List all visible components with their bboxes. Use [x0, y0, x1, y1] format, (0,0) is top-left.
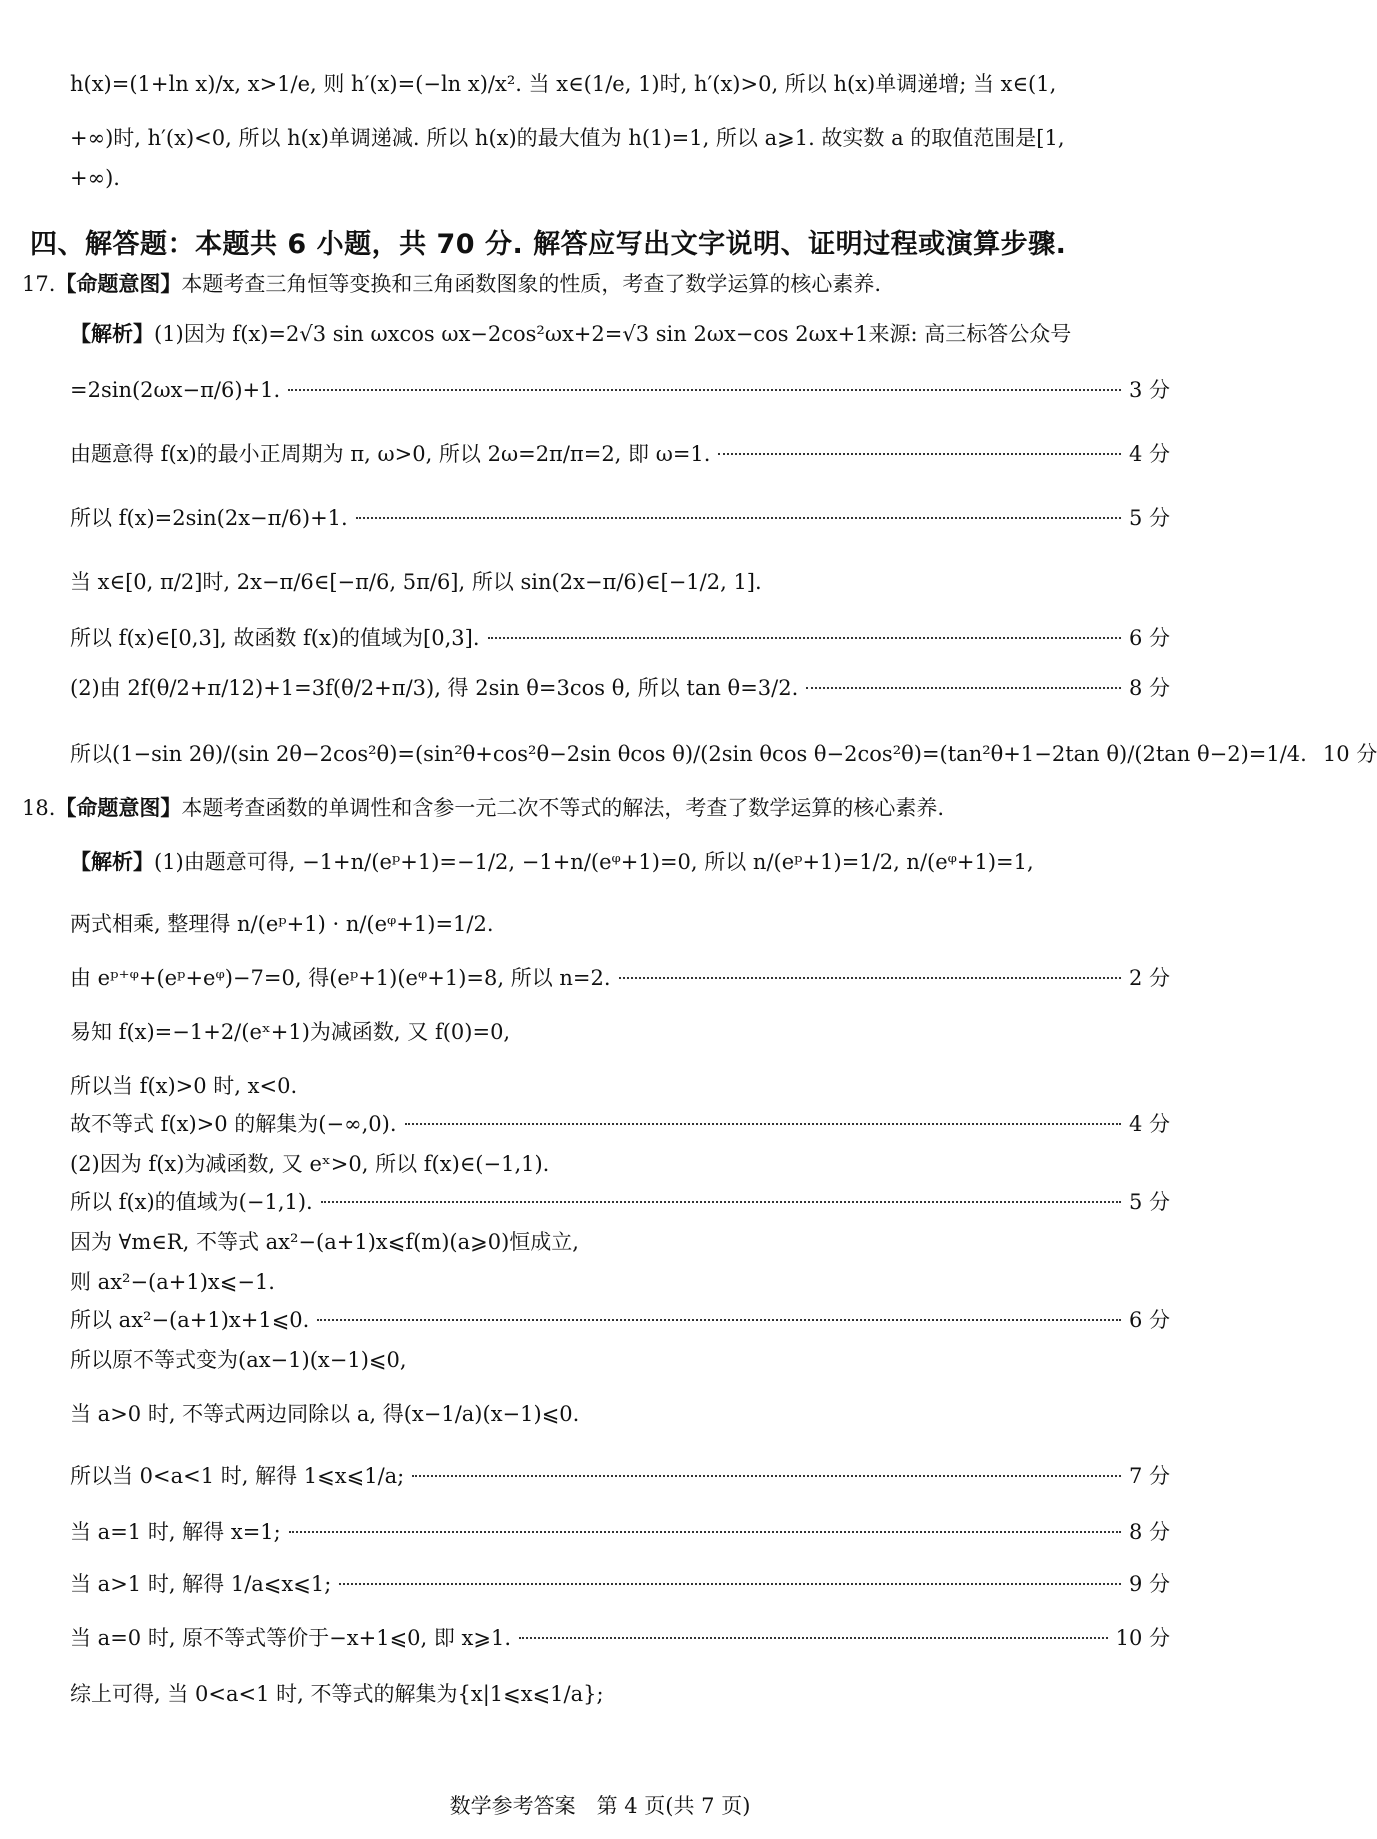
score-label: 2 分: [1128, 966, 1170, 990]
solution-text: 由题意得 f(x)的最小正周期为 π, ω>0, 所以 2ω=2π/π=2, 即 ω=1.: [70, 442, 711, 466]
solution-line: [70, 672, 1170, 702]
intent-text: 本题考查函数的单调性和含参一元二次不等式的解法，考查了数学运算的核心素养.: [181, 796, 945, 820]
text-line: +∞)时, h′(x)<0, 所以 h(x)单调递减. 所以 h(x)的最大值为 h(1)=1, 所以 a⩾1. 故实数 a 的取值范围是[1,: [70, 126, 1065, 150]
solution-text: 所以 f(x)的值域为(−1,1).: [70, 1190, 313, 1214]
question-17-header: [22, 268, 881, 298]
solution-line: [70, 502, 1170, 532]
solution-text: 当 a>1 时, 解得 1/a⩽x⩽1;: [70, 1572, 332, 1596]
solution-line: [70, 318, 1170, 348]
solution-line: [70, 1622, 1170, 1652]
solution-text: (2)由 2f(θ/2+π/12)+1=3f(θ/2+π/3), 得 2sin θ=3cos θ, 所以 tan θ=3/2.: [70, 676, 799, 700]
analysis-tag: 【解析】: [70, 850, 154, 874]
score-label: 9 分: [1128, 1572, 1170, 1596]
leader-dots: [405, 1123, 1121, 1125]
score-label: 5 分: [1128, 1190, 1170, 1214]
leader-dots: [488, 637, 1121, 639]
text-line: h(x)=(1+ln x)/x, x>1/e, 则 h′(x)=(−ln x)/x². 当 x∈(1/e, 1)时, h′(x)>0, 所以 h(x)单调递增; 当 x∈(1,: [70, 72, 1057, 96]
solution-line: [70, 1516, 1170, 1546]
score-label: 8 分: [1128, 1520, 1170, 1544]
solution-text: 所以 f(x)∈[0,3], 故函数 f(x)的值域为[0,3].: [70, 626, 480, 650]
score-label: 6 分: [1128, 1308, 1170, 1332]
solution-line: [70, 738, 1377, 768]
intent-tag: 【命题意图】: [55, 272, 182, 296]
solution-text: 由 eᵖ⁺ᵠ+(eᵖ+eᵠ)−7=0, 得(eᵖ+1)(eᵠ+1)=8, 所以 n=2.: [70, 966, 611, 990]
score-label: 8 分: [1128, 676, 1170, 700]
solution-line: 所以当 f(x)>0 时, x<0.: [70, 1074, 298, 1098]
leader-dots: [806, 687, 1121, 689]
solution-line: [70, 438, 1170, 468]
solution-text: (1)因为 f(x)=2√3 sin ωxcos ωx−2cos²ωx+2=√3 sin 2ωx−cos 2ωx+1来源: 高三标答公众号: [154, 322, 1072, 346]
solution-text: 所以当 0<a<1 时, 解得 1⩽x⩽1/a;: [70, 1464, 405, 1488]
solution-text: =2sin(2ωx−π/6)+1.: [70, 378, 281, 402]
solution-text: 当 a=1 时, 解得 x=1;: [70, 1520, 281, 1544]
solution-line: [70, 1568, 1170, 1598]
solution-line: 综上可得, 当 0<a<1 时, 不等式的解集为{x|1⩽x⩽1/a};: [70, 1682, 604, 1706]
solution-line: [70, 622, 1170, 652]
solution-line: (2)因为 f(x)为减函数, 又 eˣ>0, 所以 f(x)∈(−1,1).: [70, 1152, 550, 1176]
solution-line: 当 a>0 时, 不等式两边同除以 a, 得(x−1/a)(x−1)⩽0.: [70, 1402, 580, 1426]
solution-line: 当 x∈[0, π/2]时, 2x−π/6∈[−π/6, 5π/6], 所以 sin(2x−π/6)∈[−1/2, 1].: [70, 570, 762, 594]
solution-line: 因为 ∀m∈R, 不等式 ax²−(a+1)x⩽f(m)(a⩾0)恒成立,: [70, 1230, 579, 1254]
question-18-header: [22, 792, 944, 822]
solution-line: [70, 1460, 1170, 1490]
leader-dots: [317, 1319, 1121, 1321]
solution-text: 故不等式 f(x)>0 的解集为(−∞,0).: [70, 1112, 397, 1136]
solution-line: [70, 1304, 1170, 1334]
leader-dots: [619, 977, 1121, 979]
leader-dots: [718, 453, 1120, 455]
score-label: 6 分: [1128, 626, 1170, 650]
leader-dots: [356, 517, 1121, 519]
leader-dots: [519, 1637, 1108, 1639]
solution-line: [70, 1108, 1170, 1138]
solution-line: 易知 f(x)=−1+2/(eˣ+1)为减函数, 又 f(0)=0,: [70, 1020, 511, 1044]
solution-line: [70, 1186, 1170, 1216]
question-number: 18.: [22, 796, 56, 820]
solution-text: 所以 ax²−(a+1)x+1⩽0.: [70, 1308, 310, 1332]
intent-tag: 【命题意图】: [55, 796, 182, 820]
solution-line: 所以原不等式变为(ax−1)(x−1)⩽0,: [70, 1348, 407, 1372]
score-label: 10 分: [1322, 742, 1377, 766]
section-title: 四、解答题：本题共 6 小题，共 70 分. 解答应写出文字说明、证明过程或演算步骤.: [30, 229, 1067, 260]
solution-text: (1)由题意可得, −1+n/(eᵖ+1)=−1/2, −1+n/(eᵠ+1)=0, 所以 n/(eᵖ+1)=1/2, n/(eᵠ+1)=1,: [154, 850, 1034, 874]
analysis-tag: 【解析】: [70, 322, 154, 346]
solution-text: 所以(1−sin 2θ)/(sin 2θ−2cos²θ)=(sin²θ+cos²θ−2sin θcos θ)/(2sin θcos θ−2cos²θ)=(tan²θ+1−2tan θ)/(2tan θ−2)=1/4.: [70, 742, 1307, 766]
leader-dots: [289, 1531, 1121, 1533]
solution-line: [70, 846, 1170, 876]
leader-dots: [321, 1201, 1121, 1203]
solution-text: 所以 f(x)=2sin(2x−π/6)+1.: [70, 506, 348, 530]
question-number: 17.: [22, 272, 56, 296]
solution-line: 两式相乘, 整理得 n/(eᵖ+1) · n/(eᵠ+1)=1/2.: [70, 912, 494, 936]
score-label: 4 分: [1128, 442, 1170, 466]
score-label: 4 分: [1128, 1112, 1170, 1136]
text-line: +∞).: [70, 166, 120, 190]
solution-line: [70, 374, 1170, 404]
score-label: 3 分: [1128, 378, 1170, 402]
score-label: 5 分: [1128, 506, 1170, 530]
leader-dots: [339, 1583, 1121, 1585]
solution-text: 当 a=0 时, 原不等式等价于−x+1⩽0, 即 x⩾1.: [70, 1626, 512, 1650]
leader-dots: [412, 1475, 1121, 1477]
solution-line: [70, 962, 1170, 992]
score-label: 7 分: [1128, 1464, 1170, 1488]
leader-dots: [288, 389, 1121, 391]
intent-text: 本题考查三角恒等变换和三角函数图象的性质，考查了数学运算的核心素养.: [181, 272, 882, 296]
score-label: 10 分: [1115, 1626, 1170, 1650]
solution-line: 则 ax²−(a+1)x⩽−1.: [70, 1270, 275, 1294]
page-footer: 数学参考答案 第 4 页(共 7 页): [449, 1794, 751, 1818]
